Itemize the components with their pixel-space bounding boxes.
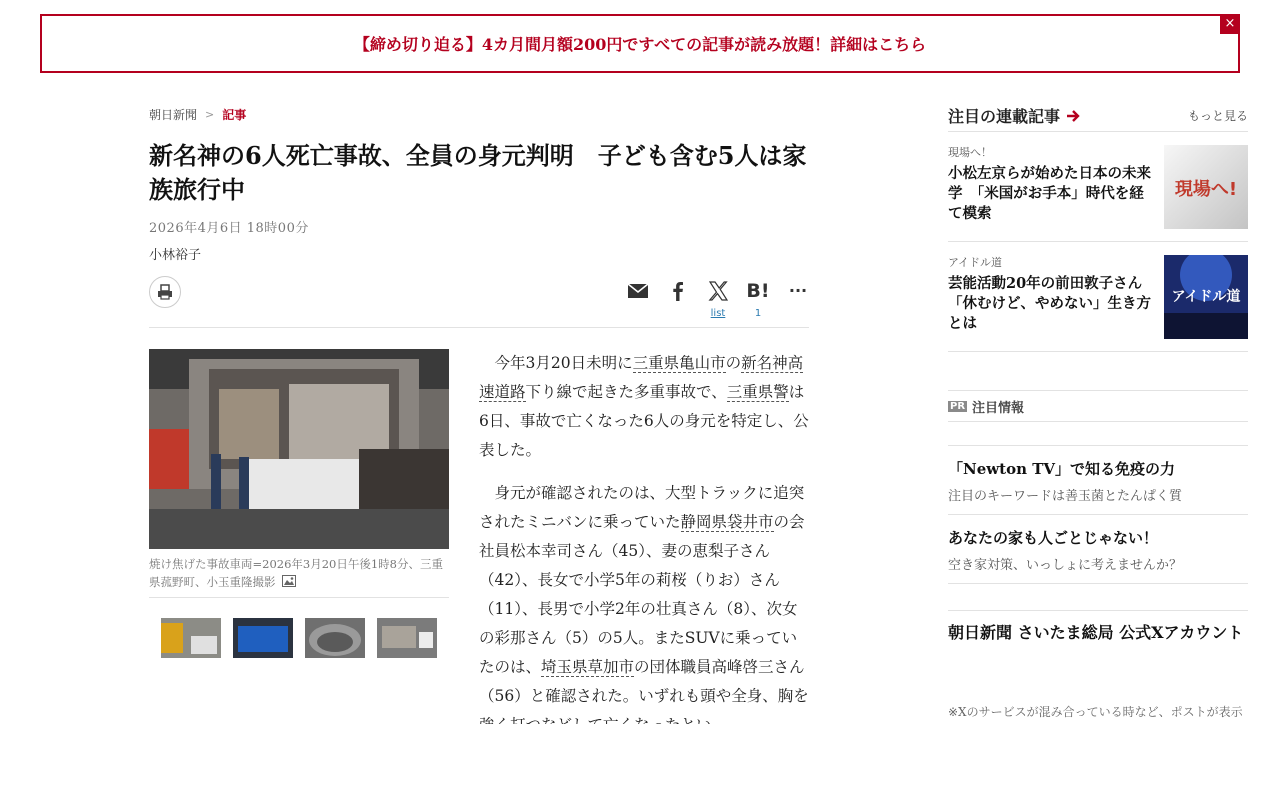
- breadcrumb: [149, 106, 809, 123]
- hatena-share-count: 1: [754, 308, 762, 319]
- keyword-link[interactable]: 静岡県袋井市: [680, 513, 774, 531]
- keyword-link[interactable]: 新名神高速道路: [479, 354, 804, 401]
- pr-divider: [948, 422, 1248, 446]
- article-date: 2026年4月6日 18時00分: [149, 221, 309, 236]
- pr-item-subtitle: 注目のキーワードは善玉菌とたんぱく質: [948, 489, 1183, 504]
- more-share-button[interactable]: [787, 280, 809, 302]
- print-button[interactable]: [149, 276, 181, 308]
- keyword-link[interactable]: 三重県亀山市: [632, 354, 726, 372]
- article-body: [479, 349, 809, 754]
- article-author[interactable]: 小林裕子: [149, 248, 202, 263]
- series-item[interactable]: [948, 132, 1248, 242]
- x-account-title: 朝日新聞 さいたま総局 公式Xアカウント: [948, 610, 1248, 644]
- thumbnail-4[interactable]: [377, 618, 437, 658]
- series-item[interactable]: [948, 242, 1248, 352]
- subscription-banner[interactable]: [40, 14, 1240, 73]
- facebook-icon: [667, 280, 689, 302]
- article-paragraph: 身元が確認されたのは、大型トラックに追突されたミニバンに乗っていた静岡県袋井市の会社員松本幸司さん（45）、妻の恵梨子さん（42）、長女で小学5年の莉桜（りお）さん（11）、長男で小学2年の壮真さん（8）、次女の彩那さん（5）の5人。またSUVに乗っていたのは、埼玉県草加市の団体職員高峰啓三さん（56）と確認された。いずれも頭や全身、胸を: [479, 484, 809, 705]
- x-share-count[interactable]: list: [710, 308, 726, 319]
- mail-icon: [627, 280, 649, 302]
- x-note: ※Xのサービスが混み合っている時など、ポストが表示: [948, 705, 1243, 719]
- photo-caption-text: 焼け焦げた事故車両=2026年3月20日午後1時8分、三重県菰野町、小玉重隆撮影: [149, 557, 443, 589]
- close-icon[interactable]: ×: [1220, 14, 1240, 34]
- breadcrumb-separator: >: [205, 108, 215, 121]
- share-mail-button[interactable]: [627, 280, 649, 302]
- thumbnail-2[interactable]: [233, 618, 293, 658]
- keyword-link[interactable]: 埼玉県草加市: [541, 658, 635, 676]
- article-paragraph: 今年3月20日未明に三重県亀山市の新名神高速道路下り線で起きた多重事故で、三重県警は6日、事故で亡くなった6人の身元を特定し、公表した。: [479, 354, 809, 459]
- series-category: アイドル道: [948, 256, 1003, 269]
- page-bottom-blank: [0, 724, 1280, 800]
- share-facebook-button[interactable]: [667, 280, 689, 302]
- series-thumbnail[interactable]: [1164, 145, 1248, 229]
- series-category: 現場へ！: [948, 146, 992, 159]
- series-thumbnail-text: 現場へ!: [1174, 179, 1238, 200]
- keyword-link[interactable]: 三重県警: [726, 383, 789, 401]
- pr-item[interactable]: [948, 446, 1248, 515]
- breadcrumb-home[interactable]: 朝日新聞: [149, 108, 198, 122]
- x-icon: [707, 280, 729, 302]
- series-thumbnail[interactable]: [1164, 255, 1248, 339]
- sidebar: [948, 100, 1248, 742]
- article-toolbar: [149, 276, 809, 328]
- series-item-title[interactable]: 芸能活動20年の前田敦子さん「休むけど、やめない」生き方とは: [948, 275, 1151, 332]
- photo-thumbnails: [149, 618, 449, 658]
- series-item-title[interactable]: 小松左京らが始めた日本の未来学 「米国がお手本」時代を経て模索: [948, 165, 1151, 222]
- article-figure: [149, 349, 449, 658]
- pr-header: [948, 390, 1248, 422]
- breadcrumb-current[interactable]: 記事: [222, 108, 247, 122]
- printer-icon: [157, 284, 173, 300]
- accident-photo[interactable]: [149, 349, 449, 549]
- hatena-bookmark-icon: B!: [746, 280, 770, 302]
- series-thumbnail-text: アイドル道: [1171, 289, 1241, 305]
- thumbnail-3[interactable]: [305, 618, 365, 658]
- more-link[interactable]: もっと見る: [1187, 109, 1248, 123]
- article-title: 新名神の6人死亡事故、全員の身元判明 子ども含む5人は家族旅行中: [149, 141, 807, 204]
- series-header: [948, 100, 1248, 132]
- share-hatena-button[interactable]: [747, 280, 769, 319]
- thumbnail-1[interactable]: [161, 618, 221, 658]
- series-title[interactable]: 注目の連載記事: [948, 104, 1080, 127]
- article: [149, 100, 809, 705]
- share-buttons: [627, 280, 809, 319]
- share-x-button[interactable]: [707, 280, 729, 319]
- pr-item-title[interactable]: 「Newton TV」で知る免疫の力: [948, 460, 1176, 478]
- more-icon: ···: [788, 281, 808, 300]
- pr-badge: PR: [950, 400, 966, 412]
- pr-item-subtitle: 空き家対策、いっしょに考えませんか？: [948, 558, 1183, 573]
- photo-caption: [149, 555, 449, 598]
- pr-title: 注目情報: [972, 400, 1025, 416]
- pr-item-title[interactable]: あなたの家も人ごとじゃない！: [948, 529, 1159, 547]
- banner-text[interactable]: 【締め切り迫る】4カ月間月額200円ですべての記事が読み放題！詳細はこちら: [353, 35, 927, 54]
- pr-item[interactable]: [948, 515, 1248, 584]
- enlarge-image-icon[interactable]: [282, 575, 296, 587]
- arrow-right-icon: [1066, 109, 1080, 123]
